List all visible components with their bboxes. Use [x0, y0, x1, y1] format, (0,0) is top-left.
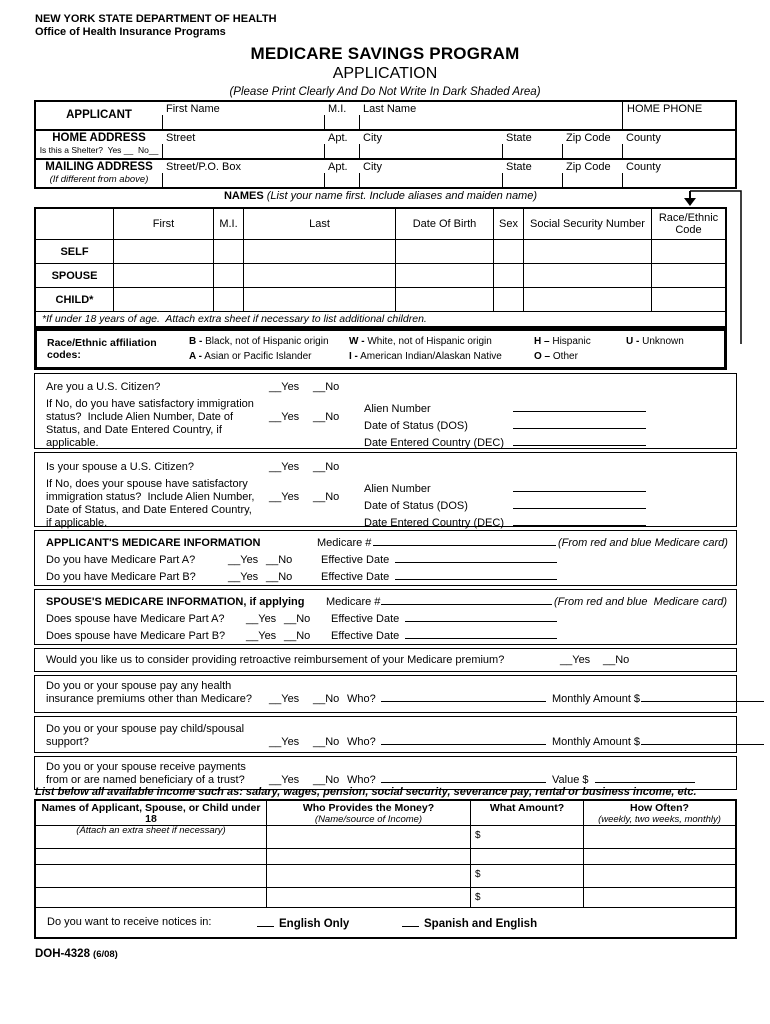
immigration-question: If No, do you have satisfactory immigration status? Include Alien Number, Date of Status, and Date Entered Country, if applicable.	[46, 398, 254, 449]
part-b-effective-label: Effective Date	[321, 571, 390, 583]
street-po-label: Street/P.O. Box	[166, 161, 242, 173]
retroactive-no[interactable]: __No	[603, 654, 630, 666]
income-provider-cell[interactable]	[267, 826, 471, 848]
form-revision: (6/08)	[93, 949, 118, 960]
spouse-part-a-question: Does spouse have Medicare Part A?	[46, 613, 225, 625]
income-provider-cell[interactable]	[267, 888, 471, 907]
spouse-citizen-yes[interactable]: __Yes	[269, 461, 300, 473]
spouse-mi-cell[interactable]	[214, 264, 244, 287]
mi-label: M.I.	[328, 103, 347, 115]
child-dob-cell[interactable]	[396, 288, 494, 311]
mailing-address-row-label: MAILING ADDRESS (If different from above)	[45, 161, 153, 185]
race-codes-grid	[189, 334, 724, 364]
city-label: City	[363, 132, 382, 144]
applicant-row-label: APPLICANT	[66, 109, 132, 121]
spouse-alien-number-blank[interactable]	[513, 480, 646, 492]
names-row-child	[36, 287, 725, 311]
income-often-cell[interactable]	[584, 849, 735, 864]
spouse-part-b-question: Does spouse have Medicare Part B?	[46, 630, 226, 642]
names-footnote: *If under 18 years of age. Attach extra sheet if necessary to list additional children.	[36, 311, 725, 326]
premiums-no[interactable]: __No	[313, 693, 340, 705]
notices-row	[36, 908, 735, 937]
home-phone-label: HOME PHONE	[627, 103, 703, 115]
income-amount-cell[interactable]: $	[471, 865, 584, 887]
dos-row: Date of Status (DOS)	[364, 417, 646, 432]
applicant-address-table	[34, 100, 737, 189]
income-col4-header: How Often? (weekly, two weeks, monthly)	[598, 802, 721, 825]
spouse-medicare-number-label: Medicare #	[326, 596, 381, 608]
support-amount-blank[interactable]	[641, 733, 764, 745]
trust-no[interactable]: __No	[313, 774, 340, 786]
self-mi-cell[interactable]	[214, 240, 244, 263]
income-provider-cell[interactable]	[267, 865, 471, 887]
income-row-1	[36, 826, 735, 849]
immigration-no[interactable]: __No	[313, 411, 340, 423]
home-phone-field[interactable]	[622, 102, 735, 129]
col-race: Race/Ethnic Code	[658, 212, 719, 236]
income-col3-header: What Amount?	[471, 801, 584, 825]
col-sex: Sex	[494, 209, 524, 239]
premiums-who-label: Who?	[347, 693, 376, 705]
premiums-question: Do you or your spouse pay any health insurance premiums other than Medicare?	[46, 680, 253, 705]
agency-office: Office of Health Insurance Programs	[35, 26, 226, 38]
trust-value-label: Value $	[552, 774, 589, 786]
spouse-last-cell[interactable]	[244, 264, 396, 287]
race-code-u: U - Unknown	[626, 336, 684, 347]
medicare-number-label: Medicare #	[317, 537, 372, 549]
support-amount-label: Monthly Amount $	[552, 736, 641, 748]
spouse-part-b-effective-blank[interactable]	[405, 627, 557, 639]
trust-question: Do you or your spouse receive payments from or are named beneficiary of a trust?	[46, 761, 246, 786]
premiums-amount-blank[interactable]	[641, 690, 764, 702]
dec-row: Date Entered Country (DEC)	[364, 434, 646, 449]
mail-street-field[interactable]	[162, 160, 324, 187]
income-often-cell[interactable]	[584, 865, 735, 887]
income-amount-cell[interactable]: $	[471, 826, 584, 848]
english-only-blank[interactable]	[257, 916, 274, 927]
retroactive-question: Would you like us to consider providing retroactive reimbursement of your Medicare premium?	[46, 654, 505, 666]
spouse-immigration-yes[interactable]: __Yes	[269, 491, 300, 503]
alien-number-row: Alien Number	[364, 400, 646, 415]
row-label-self: SELF	[36, 240, 114, 263]
spouse-dos-row: Date of Status (DOS)	[364, 497, 646, 512]
race-code-a: A - Asian or Pacific Islander	[189, 351, 312, 362]
county-label: County	[626, 161, 661, 173]
agency-name: NEW YORK STATE DEPARTMENT OF HEALTH	[35, 13, 277, 25]
apt-label: Apt.	[328, 132, 348, 144]
self-ssn-cell[interactable]	[524, 240, 652, 263]
mail-city-field[interactable]	[359, 160, 502, 187]
race-codes-label: Race/Ethnic affiliation codes:	[47, 337, 157, 361]
spouse-immigration-no[interactable]: __No	[313, 491, 340, 503]
applicant-medicare-box	[34, 530, 737, 586]
names-row-self	[36, 239, 725, 263]
dos-blank[interactable]	[513, 417, 646, 429]
premiums-who-blank[interactable]	[381, 690, 546, 702]
support-yes[interactable]: __Yes	[269, 736, 300, 748]
income-name-cell[interactable]	[36, 888, 267, 907]
immigration-yes[interactable]: __Yes	[269, 411, 300, 423]
mail-apt-field[interactable]	[324, 160, 359, 187]
race-codes-box	[34, 328, 727, 370]
spouse-race-cell[interactable]	[652, 264, 725, 287]
home-state-field[interactable]	[502, 131, 562, 158]
child-sex-cell[interactable]	[494, 288, 524, 311]
spouse-dob-cell[interactable]	[396, 264, 494, 287]
other-premiums-box	[34, 675, 737, 713]
income-row-4	[36, 888, 735, 908]
spouse-citizenship-box	[34, 452, 737, 527]
part-b-no[interactable]: __No	[266, 571, 293, 583]
citizen-no[interactable]: __No	[313, 381, 340, 393]
income-amount-cell[interactable]	[471, 849, 584, 864]
support-no[interactable]: __No	[313, 736, 340, 748]
child-first-cell[interactable]	[114, 288, 214, 311]
form-number: DOH-4328	[35, 948, 90, 960]
zip-label: Zip Code	[566, 132, 611, 144]
premiums-amount-label: Monthly Amount $	[552, 693, 641, 705]
part-b-effective-blank[interactable]	[395, 568, 557, 580]
home-zip-field[interactable]	[562, 131, 622, 158]
spouse-part-a-effective-blank[interactable]	[405, 610, 557, 622]
support-box	[34, 716, 737, 753]
home-street-field[interactable]	[162, 131, 324, 158]
self-dob-cell[interactable]	[396, 240, 494, 263]
spouse-citizen-question: Is your spouse a U.S. Citizen?	[46, 461, 194, 473]
applicant-medicare-heading: APPLICANT'S MEDICARE INFORMATION	[46, 537, 261, 549]
citizen-question: Are you a U.S. Citizen?	[46, 381, 161, 393]
spouse-alien-number-row: Alien Number	[364, 480, 646, 495]
child-ssn-cell[interactable]	[524, 288, 652, 311]
race-code-h: H – Hispanic	[534, 336, 591, 347]
retroactive-yes[interactable]: __Yes	[560, 654, 591, 666]
city-label: City	[363, 161, 382, 173]
last-name-field[interactable]	[359, 102, 622, 129]
dec-blank[interactable]	[513, 434, 646, 446]
col-dob: Date Of Birth	[396, 209, 494, 239]
income-often-cell[interactable]	[584, 888, 735, 907]
spouse-medicare-card-note: (From red and blue Medicare card)	[554, 596, 728, 608]
names-row-spouse	[36, 263, 725, 287]
income-row-2	[36, 849, 735, 865]
part-a-yes[interactable]: __Yes	[228, 554, 259, 566]
trust-value-blank[interactable]	[595, 771, 695, 783]
income-header-row	[36, 801, 735, 836]
state-label: State	[506, 132, 532, 144]
trust-who-blank[interactable]	[381, 771, 546, 783]
child-last-cell[interactable]	[244, 288, 396, 311]
retroactive-box	[34, 648, 737, 672]
col-ssn: Social Security Number	[524, 209, 652, 239]
form-instruction: (Please Print Clearly And Do Not Write In Dark Shaded Area)	[229, 86, 541, 98]
mail-zip-field[interactable]	[562, 160, 622, 187]
medicare-card-note: (From red and blue Medicare card)	[558, 537, 728, 549]
self-last-cell[interactable]	[244, 240, 396, 263]
spouse-ssn-cell[interactable]	[524, 264, 652, 287]
race-code-w: W - White, not of Hispanic origin	[349, 336, 492, 347]
last-name-label: Last Name	[363, 103, 417, 115]
apt-label: Apt.	[328, 161, 348, 173]
names-header-row	[36, 209, 725, 239]
income-table	[34, 799, 737, 939]
row-label-child: CHILD*	[36, 288, 114, 311]
notices-label: Do you want to receive notices in:	[47, 916, 212, 928]
spouse-part-a-no[interactable]: __No	[284, 613, 311, 625]
mail-county-field[interactable]	[622, 160, 735, 187]
spouse-first-cell[interactable]	[114, 264, 214, 287]
spouse-dec-row: Date Entered Country (DEC)	[364, 514, 646, 529]
medicare-number-blank[interactable]	[373, 534, 556, 546]
home-county-field[interactable]	[622, 131, 735, 158]
spouse-citizen-no[interactable]: __No	[313, 461, 340, 473]
spouse-part-a-yes[interactable]: __Yes	[246, 613, 277, 625]
col-first: First	[114, 209, 214, 239]
mail-state-field[interactable]	[502, 160, 562, 187]
col-last: Last	[244, 209, 396, 239]
income-row-3	[36, 865, 735, 888]
form-title: MEDICARE SAVINGS PROGRAM	[250, 44, 520, 63]
support-question: Do you or your spouse pay child/spousal support?	[46, 723, 245, 748]
names-caption: NAMES (List your name first. Include aliases and maiden name)	[223, 190, 538, 202]
part-a-question: Do you have Medicare Part A?	[46, 554, 196, 566]
spouse-dec-blank[interactable]	[513, 514, 646, 526]
shelter-question[interactable]: Is this a Shelter? Yes __ No__	[39, 145, 159, 155]
spouse-immigration-question: If No, does your spouse have satisfactory immigration status? Include Alien Number, Date of Status, and Date Entered Country, if applicable.	[46, 478, 255, 529]
trust-who-label: Who?	[347, 774, 376, 786]
part-a-effective-label: Effective Date	[321, 554, 390, 566]
home-apt-field[interactable]	[324, 131, 359, 158]
self-race-cell[interactable]	[652, 240, 725, 263]
state-label: State	[506, 161, 532, 173]
mailing-address-row	[36, 158, 735, 187]
race-code-o: O – Other	[534, 351, 578, 362]
county-label: County	[626, 132, 661, 144]
race-code-b: B - Black, not of Hispanic origin	[189, 336, 329, 347]
spouse-dos-blank[interactable]	[513, 497, 646, 509]
income-col1-header: Names of Applicant, Spouse, or Child under 18 (Attach an extra sheet if necessary)	[36, 801, 267, 825]
spouse-part-b-yes[interactable]: __Yes	[246, 630, 277, 642]
part-a-no[interactable]: __No	[266, 554, 293, 566]
citizenship-box	[34, 373, 737, 449]
spouse-part-b-no[interactable]: __No	[284, 630, 311, 642]
income-name-cell[interactable]	[36, 865, 267, 887]
self-first-cell[interactable]	[114, 240, 214, 263]
home-city-field[interactable]	[359, 131, 502, 158]
self-sex-cell[interactable]	[494, 240, 524, 263]
child-mi-cell[interactable]	[214, 288, 244, 311]
first-name-label: First Name	[166, 103, 220, 115]
alien-number-blank[interactable]	[513, 400, 646, 412]
spouse-medicare-box	[34, 589, 737, 645]
row-label-spouse: SPOUSE	[36, 264, 114, 287]
form-number-footer	[35, 948, 118, 960]
spouse-medicare-heading: SPOUSE'S MEDICARE INFORMATION, if applying	[46, 596, 305, 608]
col-mi: M.I.	[214, 209, 244, 239]
first-name-field[interactable]	[162, 102, 324, 129]
spanish-english-blank[interactable]	[402, 916, 419, 927]
names-table	[34, 207, 727, 328]
income-name-cell[interactable]	[36, 826, 267, 848]
street-label: Street	[166, 132, 196, 144]
part-b-yes[interactable]: __Yes	[228, 571, 259, 583]
zip-label: Zip Code	[566, 161, 611, 173]
race-code-i: I - American Indian/Alaskan Native	[349, 351, 502, 362]
income-col2-header: Who Provides the Money? (Name/source of Income)	[267, 801, 471, 825]
spouse-medicare-number-blank[interactable]	[381, 593, 552, 605]
mi-field[interactable]	[324, 102, 359, 129]
income-provider-cell[interactable]	[267, 849, 471, 864]
income-amount-cell[interactable]: $	[471, 888, 584, 907]
agency-header	[35, 13, 277, 39]
names-header-blank	[36, 209, 114, 239]
notices-english-option[interactable]: English Only	[257, 916, 349, 930]
child-race-cell[interactable]	[652, 288, 725, 311]
income-intro: List below all available income such as: salary, wages, pension, social security, severance pay, rental or business income, etc.	[35, 786, 697, 798]
home-address-row	[36, 129, 735, 158]
applicant-row	[36, 102, 735, 129]
trust-yes[interactable]: __Yes	[269, 774, 300, 786]
title-block	[0, 44, 770, 98]
support-who-blank[interactable]	[381, 733, 546, 745]
part-b-question: Do you have Medicare Part B?	[46, 571, 196, 583]
citizen-yes[interactable]: __Yes	[269, 381, 300, 393]
spouse-part-a-effective-label: Effective Date	[331, 613, 400, 625]
part-a-effective-blank[interactable]	[395, 551, 557, 563]
form-subtitle: APPLICATION	[332, 65, 438, 82]
notices-spanish-option[interactable]: Spanish and English	[402, 916, 537, 930]
home-address-row-label: HOME ADDRESS Is this a Shelter? Yes __ No__	[39, 132, 159, 155]
premiums-yes[interactable]: __Yes	[269, 693, 300, 705]
spouse-sex-cell[interactable]	[494, 264, 524, 287]
support-who-label: Who?	[347, 736, 376, 748]
income-often-cell[interactable]	[584, 826, 735, 848]
spouse-part-b-effective-label: Effective Date	[331, 630, 400, 642]
trust-box	[34, 756, 737, 790]
income-name-cell[interactable]	[36, 849, 267, 864]
